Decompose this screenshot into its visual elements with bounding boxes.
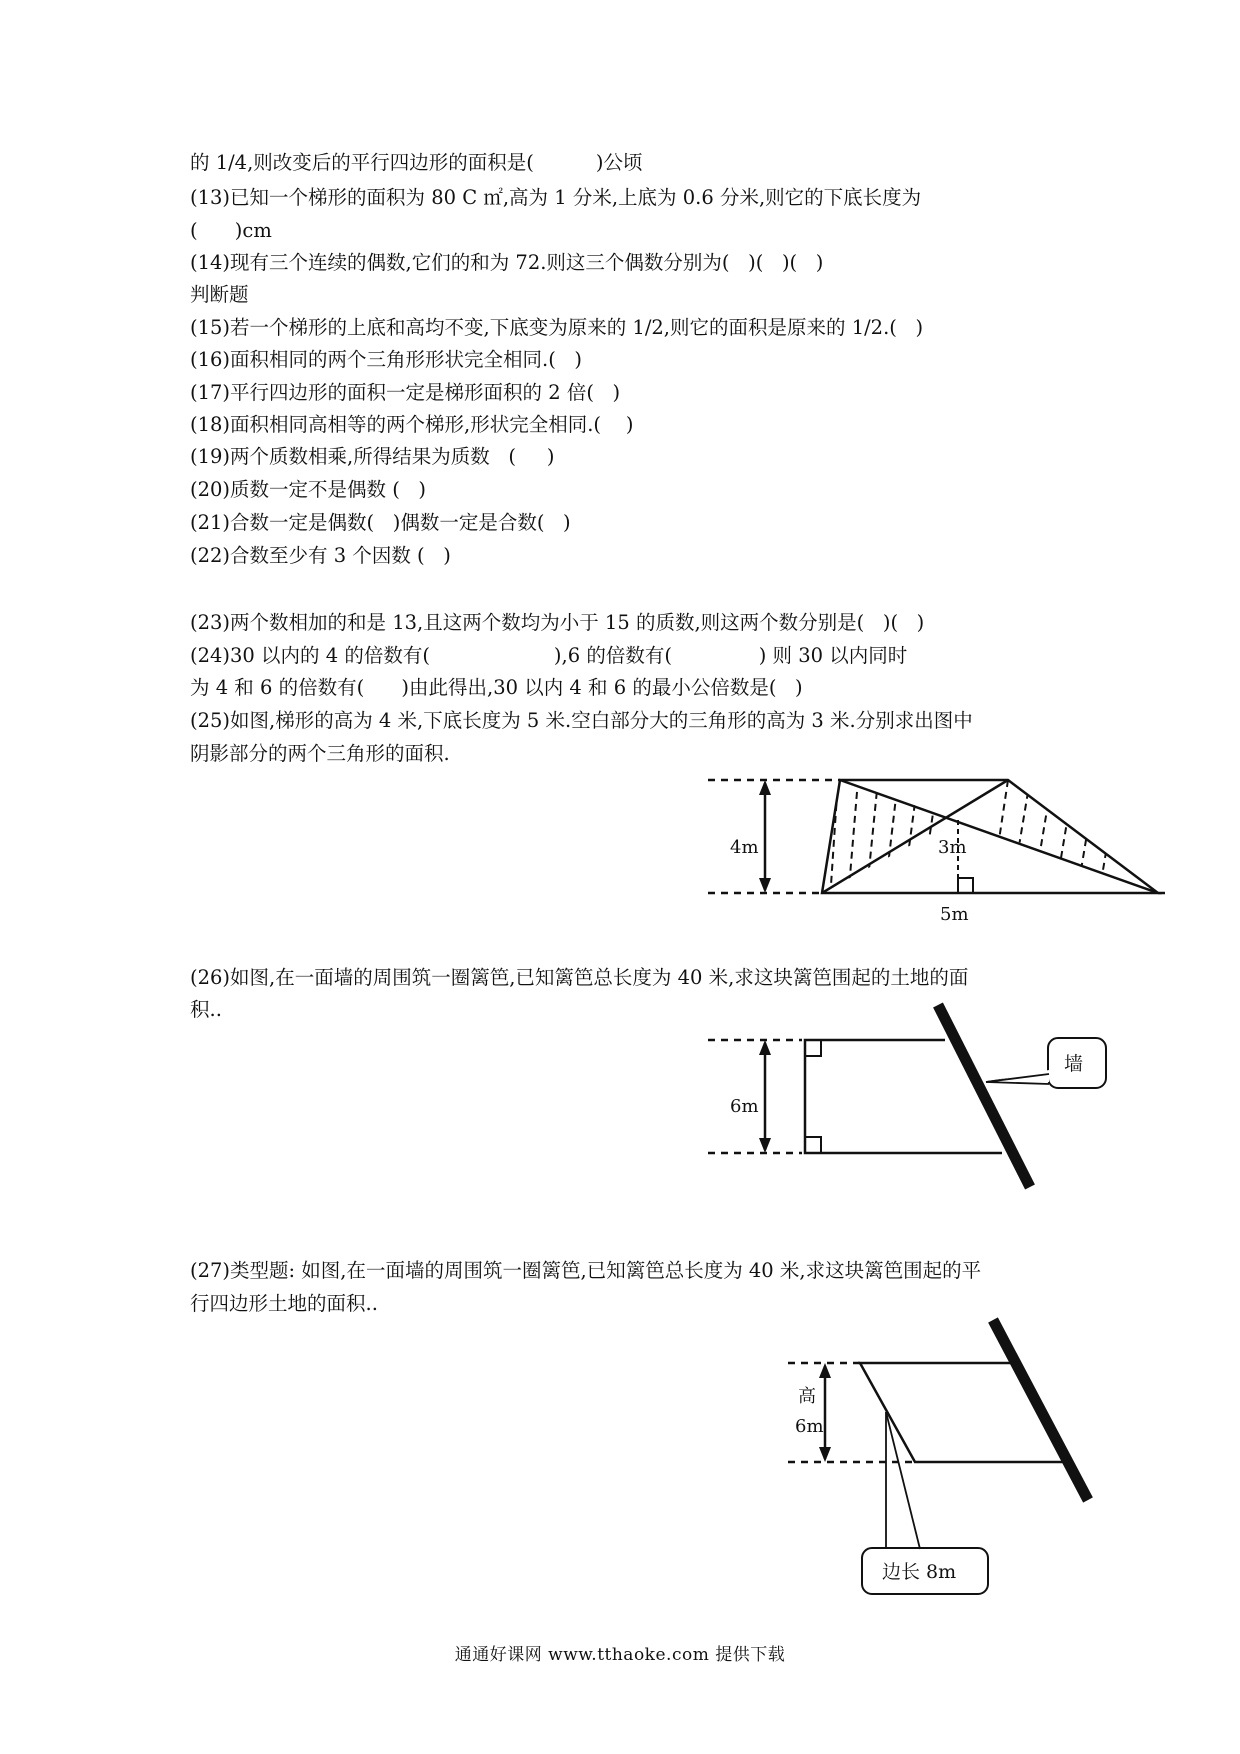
fence-outline (860, 1363, 1065, 1462)
wall (993, 1320, 1088, 1500)
wall-label: 墙 (1064, 1053, 1084, 1075)
question-14: (14)现有三个连续的偶数,它们的和为 72.则这三个偶数分别为( )( )( ) (190, 251, 824, 274)
text-line: ( )cm (190, 219, 272, 242)
question-19: (19)两个质数相乘,所得结果为质数 ( ) (190, 445, 555, 468)
right-angle-mark (958, 878, 973, 893)
figure-25-trapezoid (700, 770, 1170, 930)
height-label: 高 (798, 1386, 816, 1407)
question-17: (17)平行四边形的面积一定是梯形面积的 2 倍( ) (190, 381, 621, 404)
question-22: (22)合数至少有 3 个因数 ( ) (190, 544, 451, 567)
question-27: (27)类型题: 如图,在一面墙的周围筑一圈篱笆,已知篱笆总长度为 40 米,求这块篱笆围起的平 (190, 1259, 982, 1282)
inner-height-label: 3m (938, 837, 967, 858)
question-24: (24)30 以内的 4 的倍数有( ),6 的倍数有( ) 则 30 以内同时 (190, 644, 908, 667)
question-18: (18)面积相同高相等的两个梯形,形状完全相同.( ) (190, 413, 634, 436)
base-label: 5m (940, 904, 969, 925)
side-length-label: 边长 8m (882, 1561, 957, 1583)
question-25: (25)如图,梯形的高为 4 米,下底长度为 5 米.空白部分大的三角形的高为 3 米.分别求出图中 (190, 709, 973, 732)
right-angle-mark (805, 1040, 821, 1056)
question-20: (20)质数一定不是偶数 ( ) (190, 478, 427, 501)
text-line: 为 4 和 6 的倍数有( )由此得出,30 以内 4 和 6 的最小公倍数是( ) (190, 676, 803, 699)
question-26: (26)如图,在一面墙的周围筑一圈篱笆,已知篱笆总长度为 40 米,求这块篱笆围起的土地的面 (190, 966, 969, 989)
right-angle-mark (805, 1137, 821, 1153)
text-line: 的 1/4,则改变后的平行四边形的面积是( )公顷 (190, 151, 643, 174)
footer: 通通好课网 www.tthaoke.com 提供下载 (454, 1645, 786, 1665)
fence-outline (805, 1040, 1002, 1153)
figure-27-fence-parallelogram (760, 1300, 1120, 1610)
height-label: 4m (730, 837, 759, 858)
figure-26-fence-rectangle (700, 1000, 1120, 1200)
wall (938, 1005, 1030, 1187)
question-16: (16)面积相同的两个三角形形状完全相同.( ) (190, 348, 583, 371)
section-heading: 判断题 (190, 283, 249, 306)
question-21: (21)合数一定是偶数( )偶数一定是合数( ) (190, 511, 571, 534)
height-label: 6m (795, 1416, 824, 1437)
text-line: 积.. (190, 998, 222, 1021)
question-23: (23)两个数相加的和是 13,且这两个数均为小于 15 的质数,则这两个数分别是( )( ) (190, 611, 925, 634)
text-line: 行四边形土地的面积.. (190, 1292, 378, 1315)
height-label: 6m (730, 1096, 759, 1117)
question-13: (13)已知一个梯形的面积为 80 C ㎡,高为 1 分米,上底为 0.6 分米,则它的下底长度为 (190, 186, 922, 209)
text-line: 阴影部分的两个三角形的面积. (190, 742, 450, 765)
question-15: (15)若一个梯形的上底和高均不变,下底变为原来的 1/2,则它的面积是原来的 1/2.( ) (190, 316, 924, 339)
